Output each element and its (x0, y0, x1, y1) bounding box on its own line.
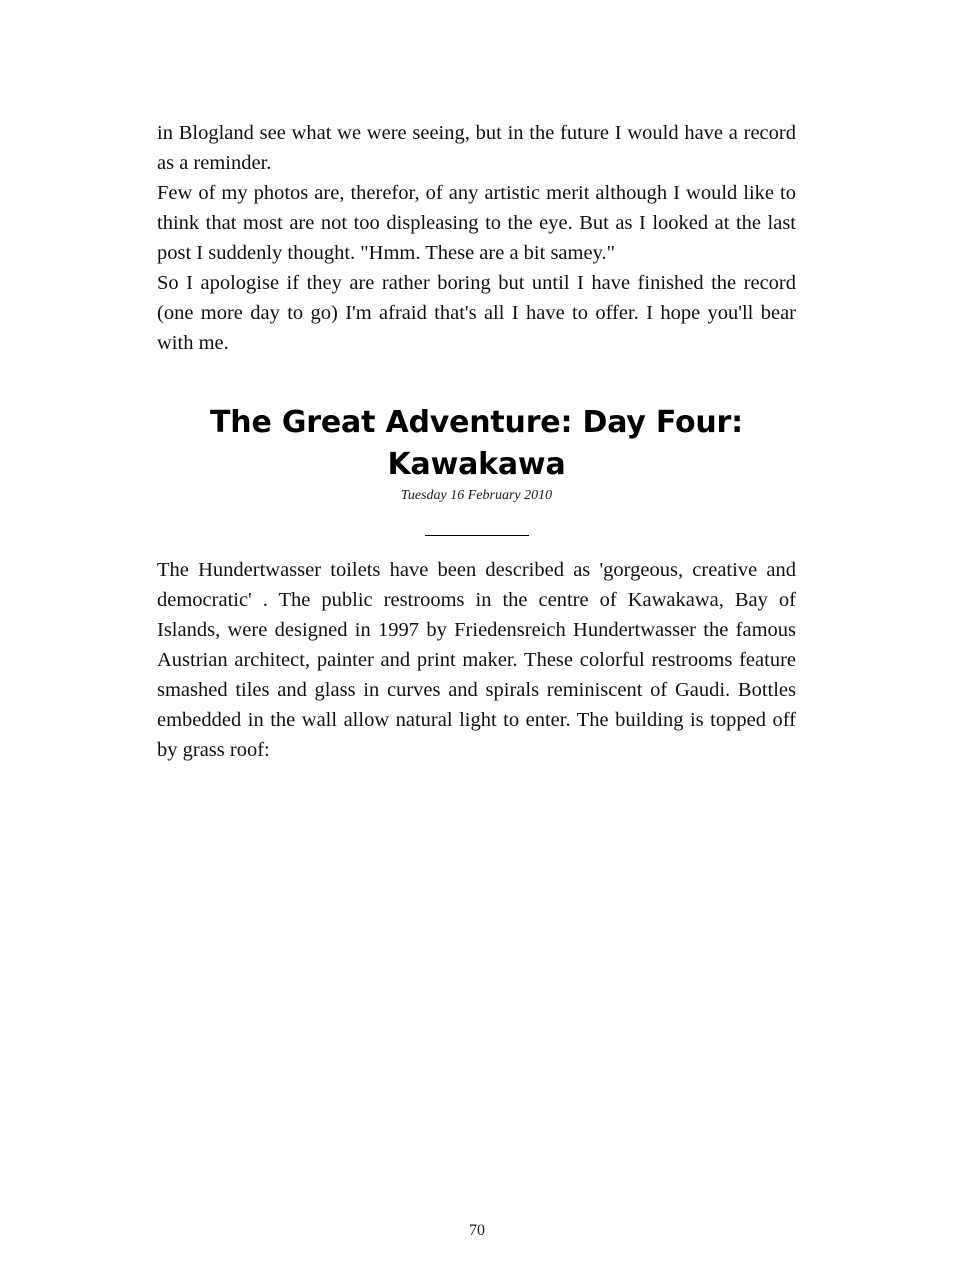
post-title-block (157, 402, 796, 504)
paragraph-intro-2: Few of my photos are, therefor, of any artistic merit although I would like to think that most are not too displeasing to the eye. But as I looked at the last post I suddenly thought. "Hmm. These are a bit samey." (157, 182, 796, 264)
paragraph-intro-1: in Blogland see what we were seeing, but in the future I would have a record as a reminder. (157, 122, 796, 174)
divider (157, 526, 796, 536)
paragraph-intro-3: So I apologise if they are rather boring but until I have finished the record (one more day to go) I'm afraid that's all I have to offer. I hope you'll bear with me. (157, 272, 796, 354)
post-body (157, 555, 796, 765)
page-content (157, 118, 796, 765)
page-title: The Great Adventure: Day Four: Kawakawa (210, 405, 743, 482)
paragraph-body-1: The Hundertwasser toilets have been described as 'gorgeous, creative and democratic' . The public restrooms in the centre of Kawakawa, Bay of Islands, were designed in 1997 by Friedensreich Hundertwasser the famous Austrian architect, painter and print maker. These colorful restrooms feature smashed tiles and glass in curves and spirals reminiscent of Gaudi. Bottles embedded in the wall allow natural light to enter. The building is topped off by grass roof: (157, 559, 796, 761)
page-number: 70 (469, 1222, 485, 1239)
post-date: Tuesday 16 February 2010 (400, 488, 553, 503)
horizontal-rule (425, 535, 529, 536)
